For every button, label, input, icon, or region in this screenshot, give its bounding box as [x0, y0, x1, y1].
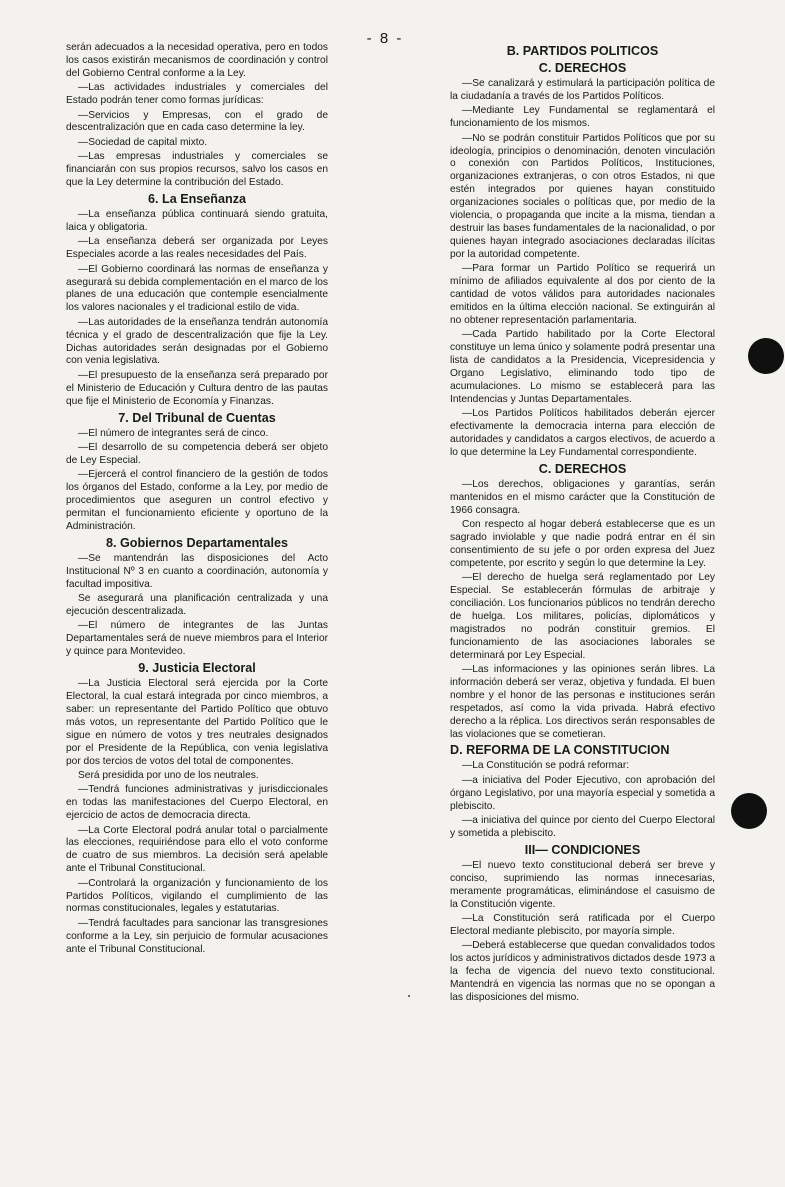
paragraph: —La Constitución se podrá reformar: — [462, 760, 630, 772]
paragraph: —Se canalizará y estimulará la participación política de la ciudadanía a través de los Partidos Políticos. — [450, 78, 715, 102]
paragraph: —Se mantendrán las disposiciones del Acto Institucional Nº 3 en cuanto a coordinación, autonomía y facultad impositiva. — [66, 552, 328, 590]
paragraph: —a iniciativa del Poder Ejecutivo, con aprobación del órgano Legislativo, por una mayoría especial y sometida a plebiscito. — [450, 774, 715, 812]
section-heading: C. DERECHOS — [538, 461, 627, 476]
paragraph: —Cada Partido habilitado por la Corte Electoral constituye un lema único y solamente podrá presentar una lista de candidatos a la Presidencia, Vicepresidencia y Organo Legislativo, eliminando todo tipo de acumulaciones. Lo mismo se establecerá para las Intendencias y Juntas Departamentales. — [450, 329, 715, 405]
paragraph: —Sociedad de capital mixto. — [78, 136, 208, 148]
paragraph: Con respecto al hogar deberá establecerse que es un sagrado inviolable y que nadie podrá entrar en él sin consentimiento de su jefe o por orden expresa del Juez competente, por escrito y según lo que determine la Ley. — [450, 519, 715, 569]
binder-hole-top — [748, 338, 784, 374]
paragraph: —Para formar un Partido Político se requerirá un mínimo de afiliados equivalente al dos por ciento de la cantidad de votos válidos para autoridades nacionales emitidos en la última elección nacional. Se extinguirán al no obtener representación parlamentaria. — [450, 263, 715, 326]
paragraph: —El nuevo texto constitucional deberá ser breve y conciso, suprimiendo las normas innecesarias, meramente programáticas, eliminándose el casuismo de la Constitución vigente. — [450, 859, 715, 910]
page-number: - 8 - — [366, 30, 404, 47]
paragraph: —a iniciativa del quince por ciento del Cuerpo Electoral y sometida a plebiscito. — [450, 815, 715, 839]
paragraph: —No se podrán constituir Partidos Políticos que por su ideología, principios o denominación, denoten vinculación o conexión con Partidos Políticos, Instituciones, organizaciones extranjeras, o con otros Estados, ni que estén integrados por quienes hayan constituido organizaciones sociales o políticas que, por medio de la violencia, o propaganda que incite a la misma, tiendan a destruir las bases fundamentales de la nacionalidad, o por quienes hayan integrado asociaciones declaradas ilícitas por la autoridad competente. — [450, 132, 715, 260]
paragraph: —Las empresas industriales y comerciales se financiarán con sus propios recursos, salvo los casos en que la Ley determine la contribución del Estado. — [66, 151, 328, 189]
paragraph: —Servicios y Empresas, con el grado de descentralización que en cada caso determine la ley. — [66, 109, 328, 134]
section-heading: B. PARTIDOS POLITICOS — [506, 44, 659, 58]
paragraph: —El desarrollo de su competencia deberá ser objeto de Ley Especial. — [66, 441, 328, 466]
paragraph: —Ejercerá el control financiero de la gestión de todos los órganos del Estado, conforme a la Ley, por medio de procedimientos que aseguren un control efectivo y permitan el funcionamiento eficiente y oportuno de la Administración. — [66, 469, 328, 532]
left-column — [66, 42, 328, 958]
paragraph: —El número de integrantes será de cinco. — [78, 427, 269, 439]
section-heading: 7. Del Tribunal de Cuentas — [118, 410, 276, 425]
paragraph: —La Corte Electoral podrá anular total o parcialmente las elecciones, requiriéndose para ello el voto conforme de cuatro de sus miembros. La decisión será apelable ante el Tribunal Constitucional. — [66, 824, 328, 875]
paragraph: —La enseñanza pública continuará siendo gratuita, laica y obligatoria. — [66, 208, 328, 233]
paragraph: —Las informaciones y las opiniones serán libres. La información deberá ser veraz, objetiva y fundada. El buen nombre y el honor de las personas e instituciones serán respetados, así como la vida privada. Habrá efectivo derecho a la réplica. Los directivos serán responsables de las violaciones que se cometieran. — [450, 663, 715, 740]
paragraph: —Las autoridades de la enseñanza tendrán autonomía técnica y el grado de descentralización que fije la Ley. Dichas autoridades serán designadas por el Gobierno con venia legislativa. — [66, 316, 328, 367]
paragraph: —La Constitución será ratificada por el Cuerpo Electoral mediante plebiscito, por mayoría simple. — [450, 912, 715, 937]
paragraph: —Tendrá funciones administrativas y jurisdiccionales en todas las manifestaciones del Cuerpo Electoral, en ejercicio de actos de democracia directa. — [66, 784, 328, 822]
paragraph: —El número de integrantes de las Juntas Departamentales será de nueve miembros para el Interior y quince para Montevideo. — [66, 620, 328, 658]
paragraph: —Tendrá facultades para sancionar las transgresiones conforme a la Ley, sin perjuicio de formular acusaciones ante el Tribunal Constitucional. — [66, 917, 328, 955]
paragraph: —Las actividades industriales y comerciales del Estado podrán tener como formas jurídicas: — [66, 82, 328, 107]
paragraph: —La enseñanza deberá ser organizada por Leyes Especiales acorde a las reales necesidades del País. — [66, 236, 328, 261]
paragraph: —El presupuesto de la enseñanza será preparado por el Ministerio de Educación y Cultura dentro de las pautas que fije el Ministerio de Economía y Finanzas. — [66, 369, 328, 407]
section-heading: 6. La Enseñanza — [148, 191, 246, 206]
paragraph: Se asegurará una planificación centralizada y una ejecución descentralizada. — [66, 593, 328, 617]
section-heading: 9. Justicia Electoral — [138, 661, 256, 676]
section-heading: D. REFORMA DE LA CONSTITUCION — [450, 743, 670, 758]
paragraph: —El Gobierno coordinará las normas de enseñanza y asegurará su debida complementación en el marco de los planes de una educación que contemple esencialmente los valores nacionales y el tradicional estilo de vida. — [66, 263, 328, 314]
paragraph: —Los derechos, obligaciones y garantías, serán mantenidos en el mismo carácter que la Constitución de 1966 consagra. — [450, 478, 715, 516]
paragraph: —Mediante Ley Fundamental se reglamentará el funcionamiento de los mismos. — [450, 105, 715, 130]
section-heading: III— CONDICIONES — [524, 842, 641, 857]
paragraph: serán adecuados a la necesidad operativa, pero en todos los casos existirán mecanismos de coordinación y control del Gobierno Central conforme a la Ley. — [66, 42, 328, 79]
paragraph: Será presidida por uno de los neutrales. — [78, 769, 259, 781]
paragraph: —El derecho de huelga será reglamentado por Ley Especial. Se establecerán fórmulas de arbitraje y conciliación. Los funcionarios públicos no tendrán derecho de huelga. Los militares, policías, diplomáticos y magistrados no podrán constituir gremios. El funcionamiento de las asociaciones laborales se determinará por Ley Especial. — [450, 572, 715, 661]
paper-speck — [408, 995, 410, 997]
right-column — [450, 42, 715, 1006]
paragraph: —Los Partidos Políticos habilitados deberán ejercer efectivamente la democracia interna para elección de autoridades y candidatos a cargos electivos, de acuerdo a lo que determine la Ley Fundamental correspondiente. — [450, 408, 715, 458]
paragraph: —La Justicia Electoral será ejercida por la Corte Electoral, la cual estará integrada por cinco miembros, a saber: un representante del Partido Político que obtuvo más votos, un representante del Partido Político que le sigue en número de votos y tres neutrales designados por el Presidente de la República, con venia legislativa por dos tercios de votos del total de componentes. — [66, 678, 328, 767]
paragraph: —Controlará la organización y funcionamiento de los Partidos Políticos, vigilando el cumplimiento de las normas constitucionales, legales y estatutarias. — [66, 877, 328, 915]
section-heading: 8. Gobiernos Departamentales — [106, 535, 288, 550]
paragraph: —Deberá establecerse que quedan convalidados todos los actos jurídicos y administrativos dictados desde 1973 a la fecha de vigencia del nuevo texto constitucional. Mantendrá en vigencia las normas que no se opongan a las disposiciones del mismo. — [450, 940, 716, 1003]
section-heading: C. DERECHOS — [538, 61, 627, 75]
binder-hole-bottom — [731, 793, 767, 829]
